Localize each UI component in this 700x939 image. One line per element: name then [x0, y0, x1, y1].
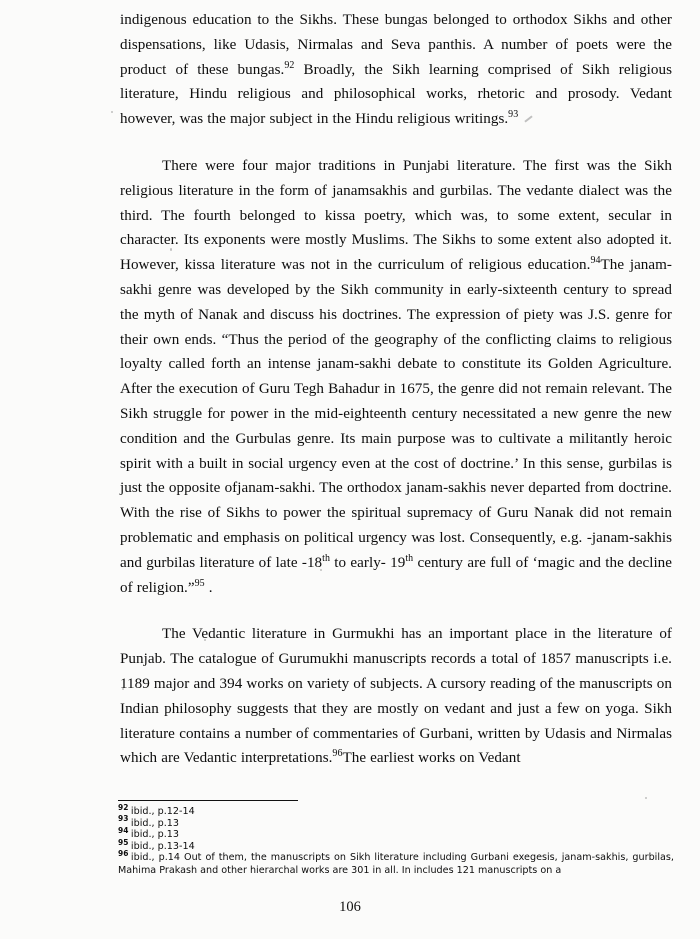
footnote-text: ibid., p.13 [130, 817, 180, 829]
footnote-reference-marker: 94 [590, 255, 601, 267]
footnote-number: 96 [118, 849, 129, 859]
footnote-reference-marker: 95 [194, 577, 205, 589]
footnote-number: 92 [118, 802, 129, 812]
page-number: 106 [339, 899, 361, 915]
footnote-item [118, 802, 678, 818]
footnote-text: ibid., p.13 [130, 829, 180, 841]
footnote-text: ibid., p.14 Out of them, the manuscripts on Sikh literature including Gurbani exegesis, janam-sakhis, gurbilas, Mahima Prakash and other hierarchal works are 301 in all. In includes 121 manuscripts on a [118, 852, 674, 876]
footnote-reference-marker: th [405, 552, 414, 564]
footnote-reference-marker: 93 [508, 109, 519, 121]
footnote-number: 94 [118, 826, 129, 835]
footnote-reference-marker: 96 [332, 748, 343, 760]
footnote-list [118, 802, 678, 877]
scan-speckle [111, 111, 113, 113]
paragraph-3: The Vedantic literature in Gurmukhi has an important place in the literature of Punjab. The catalogue of Gurumukhi manuscripts records a total of 1857 manuscripts i.e. 1189 major and 394 works on variety of subjects. A cursory reading of the manuscripts on Indian philosophy suggests that they are mostly on vedant and just a few on yoga. Sikh literature contains a number of commentaries of Gurbani, written by Udasis and Nirmalas which are Vedantic interpretations.$^{96}$The earliest works on Vedant [120, 626, 672, 767]
paragraph-2: There were four major traditions in Punjabi literature. The first was the Sikh religious literature in the form of janamsakhis and gurbilas. The vedante dialect was the third. The fourth belonged to kissa poetry, which was, to some extent, secular in character. Its exponents were mostly Muslims. The Sikhs to some extent also adopted it. However, kissa literature was not in the curriculum of religious education.$^{94}$The janam-sakhi genre was developed by the Sikh community in early-sixteenth century to spread the myth of Nanak and discuss his doctrines. The expression of piety was J.S. genre for their own ends. “Thus the period of the geography of the conflicting claims to religious loyalty called forth an intense janam-sakhi debate to constitute its Golden Agriculture. After the execution of Guru Tegh Bahadur in 1675, the genre did not remain relevant. The Sikh struggle for power in the mid-eighteenth century necessitated a new genre the new condition and the Gurbulas genre. Its main purpose was to cultivate a militantly heroic spirit with a built in social urgency even at the cost of doctrine.’ In this sense, gurbilas is just the opposite ofjanam-sakhi. The orthodox janam-sakhis never departed from doctrine. With the rise of Sikhs to power the spiritual supremacy of Guru Nanak did not remain problematic and emphasis on political urgency was lost. Consequently, e.g. -janam-sakhis and gurbilas literature of late -18th to early- 19th century are full of ‘magic and the decline of religion.”$^{95}$ . [120, 157, 672, 596]
footnote-block [118, 800, 678, 877]
footnote-reference-marker: 92 [284, 59, 295, 71]
footnote-text: ibid., p.13-14 [130, 840, 195, 852]
footnote-text: ibid., p.12-14 [130, 806, 195, 817]
footnote-number: 95 [118, 837, 129, 847]
footnote-item [118, 826, 678, 841]
paragraph-1: indigenous education to the Sikhs. These bungas belonged to orthodox Sikhs and other dispensations, like Udasis, Nirmalas and Seva panthis. A number of poets were the product of these bungas.$^{92}$ Broadly, the Sikh learning comprised of Sikh religious literature, Hindu religious and philosophical works, rhetoric and prosody. Vedant however, was the major subject in the Hindu religious writings.$^{93}$ [120, 12, 672, 128]
footnote-item [118, 814, 678, 830]
footnote-separator-rule [118, 800, 298, 801]
footnote-item [118, 849, 674, 876]
footnote-reference-marker: th [322, 552, 330, 564]
footnote-item [118, 837, 678, 853]
body-text-column [120, 8, 672, 771]
footnote-number: 93 [118, 814, 129, 824]
scan-speckle [645, 797, 647, 799]
